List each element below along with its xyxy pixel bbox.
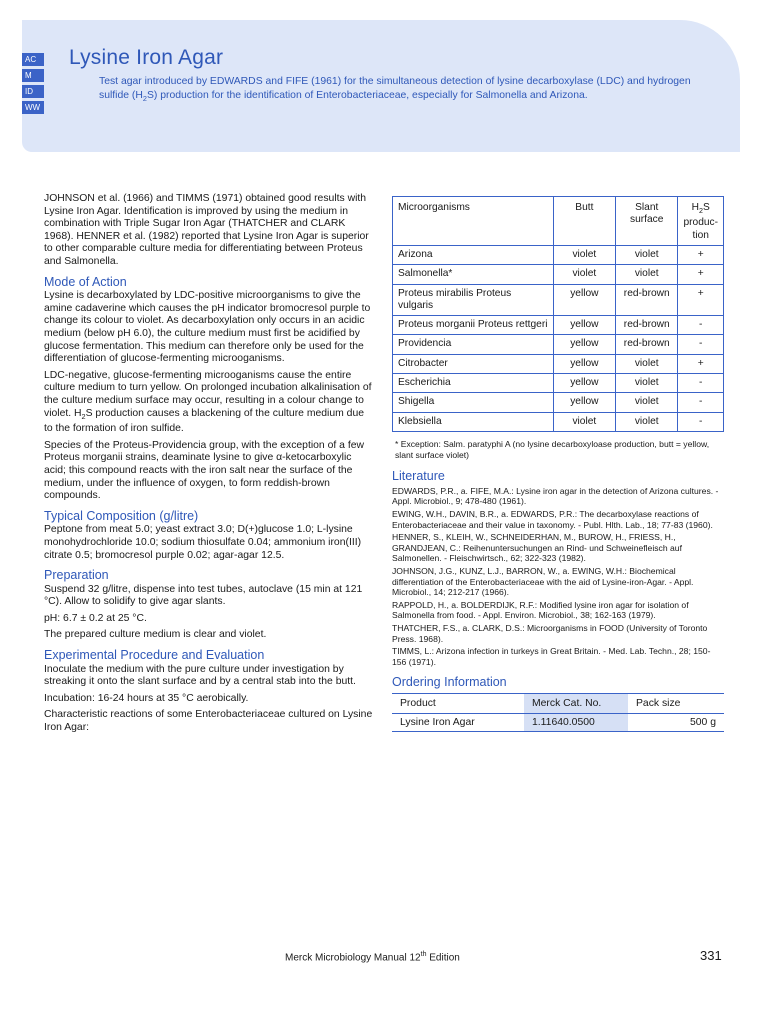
literature-reference: EWING, W.H., DAVIN, B.R., a. EDWARDS, P.R.: The decarboxylase reactions of Enterobacteriaceae and their value in taxonomy. - Publ. Hlth. Lab., 18; 77-83 (1960). [392, 509, 713, 530]
section-tabs [22, 53, 44, 117]
cell-h2s: - [678, 374, 724, 393]
cell-organism: Providencia [393, 335, 554, 354]
table-row [393, 354, 724, 373]
cell-h2s: + [678, 284, 724, 316]
cell-butt: yellow [553, 335, 615, 354]
mode-paragraph-3: Species of the Proteus-Providencia group, with the exception of a few Proteus morganii strains, deaminate lysine to give α-ketocarboxylic acid; this compound reacts with the iron salt near the surface of the medium, under the influence of oxygen, to form reddish-brown compounds. [44, 439, 364, 502]
cell-organism: Salmonella* [393, 265, 554, 284]
cell-slant: red-brown [616, 316, 678, 335]
literature-reference: EDWARDS, P.R., a. FIFE, M.A.: Lysine iron agar in the detection of Arizona cultures. - Appl. Microbiol., 9; 478-480 (1961). [392, 485, 719, 507]
table-row [393, 245, 724, 264]
cell-h2s: + [678, 265, 724, 284]
cell-butt: violet [553, 245, 615, 264]
literature-reference: TIMMS, L.: Arizona infection in turkeys in Great Britain. - Med. Lab. Techn., 28; 150-156 (1971). [392, 646, 711, 667]
cell-butt: violet [553, 265, 615, 284]
procedure-paragraph-1: Inoculate the medium with the pure culture under investigation by streaking it onto the slant surface and by a central stab into the butt. [44, 663, 356, 688]
heading-preparation: Preparation [44, 568, 109, 583]
cell-slant: violet [616, 374, 678, 393]
cell-butt: yellow [553, 393, 615, 412]
table-row [393, 412, 724, 431]
heading-procedure: Experimental Procedure and Evaluation [44, 648, 265, 663]
page-title: Lysine Iron Agar [69, 46, 224, 69]
intro-text: Test agar introduced by EDWARDS and FIFE (1961) for the simultaneous detection of lysine decarboxylase (LDC) and hydrogen sulfide $(H_2S)$ production for the identification of Enterobacteriaceae, especially for Salmonella and Arizona. [99, 76, 691, 103]
header-pack-size: Pack size [628, 694, 724, 714]
right-column [392, 196, 724, 732]
table-row [393, 316, 724, 335]
cell-slant: violet [616, 393, 678, 412]
footer-text: Merck Microbiology Manual 12th Edition [285, 951, 460, 964]
cell-slant: violet [616, 354, 678, 373]
cell-butt: yellow [553, 316, 615, 335]
procedure-paragraph-3: Characteristic reactions of some Enterobacteriaceae cultured on Lysine Iron Agar: [44, 709, 373, 734]
header-h2s: $H_2S$ produc-tion [678, 197, 724, 246]
table-row [393, 374, 724, 393]
heading-ordering: Ordering Information [392, 675, 507, 690]
table-row [393, 284, 724, 316]
cell-h2s: + [678, 245, 724, 264]
product-name: Lysine Iron Agar [392, 714, 524, 732]
heading-composition: Typical Composition (g/litre) [44, 508, 199, 523]
header-product: Product [392, 694, 524, 714]
header-slant: Slant surface [616, 197, 678, 246]
composition-paragraph: Peptone from meat 5.0; yeast extract 3.0; D(+)glucose 1.0; L-lysine monohydrochloride 10.0; sodium thiosulfate 0.04; ammonium iron(III) citrate 0.5; bromocresol purple 0.02; agar-agar 12.5. [44, 524, 362, 561]
side-tab-id[interactable]: ID [22, 85, 44, 98]
cell-slant: violet [616, 412, 678, 431]
table-row [393, 335, 724, 354]
cell-h2s: - [678, 393, 724, 412]
cell-slant: red-brown [616, 284, 678, 316]
intro-paragraph: JOHNSON et al. (1966) and TIMMS (1971) obtained good results with Lysine Iron Agar. Identification is improved by using the medium in combination with Triple Sugar Iron Agar (THATCHER and CLARK 1968). HENNER et al. (1982) reported that Lysine Iron Agar is superior to other comparable culture media for differentiating between Proteus and Salmonella. [44, 193, 369, 267]
cell-organism: Klebsiella [393, 412, 554, 431]
side-tab-ac[interactable]: AC [22, 53, 44, 66]
preparation-paragraph-1: Suspend 32 g/litre, dispense into test tubes, autoclave (15 min at 121 °C). Allow to solidify to give agar slants. [44, 583, 363, 608]
mode-paragraph-2: LDC-negative, glucose-fermenting microoganisms cause the entire culture medium to turn yellow. On prolonged incubation alkalinisation of the culture medium surface may occur, resulting in a colour change to violet. $H_2S$ production causes a blackening of the culture medium due to the formation of iron sulfide. [44, 369, 372, 435]
cell-h2s: + [678, 354, 724, 373]
table-row [393, 265, 724, 284]
table-footnote: * Exception: Salm. paratyphi A (no lysine decarboxyloase production, butt = yellow, slant surface violet) [395, 438, 710, 460]
literature-reference: THATCHER, F.S., a. CLARK, D.S.: Microorganisms in FOOD (University of Toronto Press. 1968). [392, 623, 708, 644]
cat-number: 1.11640.0500 [524, 714, 628, 732]
cell-organism: Arizona [393, 245, 554, 264]
cell-h2s: - [678, 412, 724, 431]
pack-size: 500 g [628, 714, 724, 732]
table-header-row [393, 197, 724, 246]
cell-organism: Citrobacter [393, 354, 554, 373]
reactions-table [392, 196, 724, 432]
header-cat-no: Merck Cat. No. [524, 694, 628, 714]
cell-butt: yellow [553, 354, 615, 373]
side-tab-ww[interactable]: WW [22, 101, 44, 114]
ordering-header-row [392, 694, 724, 714]
left-column [44, 193, 374, 739]
table-row [393, 393, 724, 412]
cell-slant: red-brown [616, 335, 678, 354]
cell-organism: Shigella [393, 393, 554, 412]
heading-literature: Literature [392, 468, 445, 483]
cell-h2s: - [678, 335, 724, 354]
literature-list [392, 486, 724, 668]
cell-h2s: - [678, 316, 724, 335]
cell-slant: violet [616, 265, 678, 284]
cell-slant: violet [616, 245, 678, 264]
side-tab-m[interactable]: M [22, 69, 44, 82]
cell-butt: yellow [553, 284, 615, 316]
header-butt: Butt [553, 197, 615, 246]
header-microorganisms: Microorganisms [393, 197, 554, 246]
preparation-paragraph-3: The prepared culture medium is clear and violet. [44, 629, 267, 641]
ordering-row [392, 714, 724, 732]
ordering-table [392, 693, 724, 732]
cell-organism: Escherichia [393, 374, 554, 393]
cell-butt: violet [553, 412, 615, 431]
procedure-incubation: Incubation: 16-24 hours at 35 °C aerobically. [44, 692, 249, 704]
cell-organism: Proteus mirabilis Proteus vulgaris [393, 284, 554, 316]
mode-paragraph-1: Lysine is decarboxylated by LDC-positive microorganisms to give the amine cadaverine which causes the pH indicator bromocresol purple to change its colour to violet. As decarboxylation only occurs in an acidic medium (below pH 6.0), the culture medium must first be acidified by glucose fermentation. This medium can therefore only be used for the differentiation of glucose-fermenting microoganisms. [44, 290, 371, 365]
heading-mode-of-action: Mode of Action [44, 274, 127, 289]
cell-organism: Proteus morganii Proteus rettgeri [393, 316, 554, 335]
preparation-ph: pH: 6.7 ± 0.2 at 25 °C. [44, 612, 147, 624]
cell-butt: yellow [553, 374, 615, 393]
page-number: 331 [700, 948, 722, 963]
literature-reference: RAPPOLD, H., a. BOLDERDIJK, R.F.: Modified lysine iron agar for isolation of Salmonella from food. - Appl. Environ. Microbiol., 38; 162-163 (1979). [392, 599, 689, 621]
literature-reference: JOHNSON, J.G., KUNZ, L.J., BARRON, W., a. EWING, W.H.: Biochemical differentiation of the Enterobacteriaceae with the aid of Lysine-iron-Agar. - Appl. Microbiol., 14; 212-217 (1966). [392, 566, 694, 598]
literature-reference: HENNER, S., KLEIH, W., SCHNEIDERHAN, M., BUROW, H., FRIESS, H., GRANDJEAN, C.: Reihenuntersuchungen an Rind- und Schweinefleisch auf Salmonellen. - Fleischwirtsch., 62; 322-323 (1982). [392, 532, 682, 564]
